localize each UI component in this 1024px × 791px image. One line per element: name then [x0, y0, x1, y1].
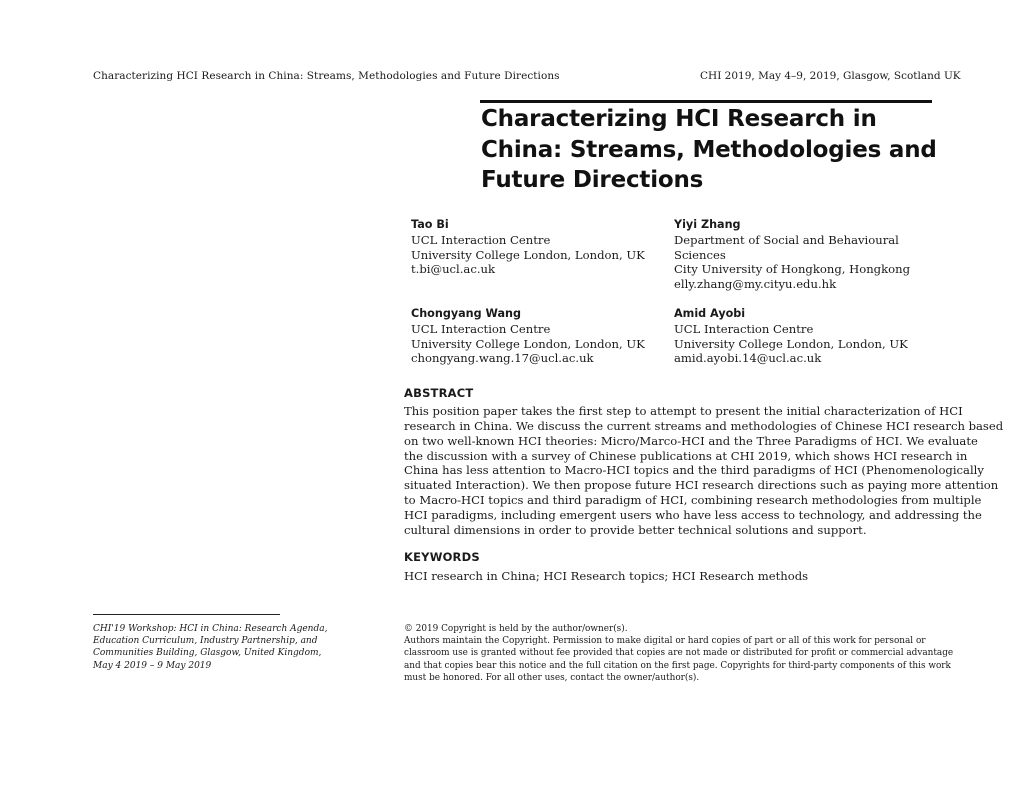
keywords-heading: KEYWORDS: [404, 550, 480, 564]
copyright-line: and that copies bear this notice and the full citation on the first page. Copyrights for third-party components of this work: [404, 660, 951, 671]
copyright-line: classroom use is granted without fee provided that copies are not made or distributed for profit or commercial advantage: [404, 648, 954, 659]
abstract-line: on two well-known HCI theories: Micro/Marco-HCI and the Three Paradigms of HCI. We evaluate: [404, 433, 978, 448]
author-name: Yiyi Zhang: [674, 218, 741, 231]
author-name: Tao Bi: [411, 218, 449, 231]
venue-note-line: Communities Building, Glasgow, United Kingdom,: [93, 648, 322, 659]
paper-title: [481, 104, 937, 196]
copyright-line: © 2019 Copyright is held by the author/owner(s).: [404, 624, 628, 634]
author-name: Chongyang Wang: [411, 307, 522, 320]
author-affiliation: Sciences: [674, 247, 726, 262]
paper-title-line: Characterizing HCI Research in: [481, 106, 877, 132]
author-affiliation: UCL Interaction Centre: [411, 321, 551, 336]
abstract-body: [404, 404, 1004, 538]
author-email: elly.zhang@my.cityu.edu.hk: [674, 277, 837, 292]
author-affiliation: University College London, London, UK: [411, 247, 645, 262]
abstract-line: to Macro-HCI topics and third paradigm of HCI, combining research methodologies from multiple: [404, 493, 982, 508]
paper-title-line: Future Directions: [481, 167, 704, 193]
author-block-tao-bi: [411, 218, 676, 277]
copyright-notice: [404, 623, 954, 684]
abstract-line: HCI paradigms, including emergent users who have less access to technology, and addressing the: [404, 507, 982, 522]
venue-note-line: CHI'19 Workshop: HCI in China: Research Agenda,: [93, 624, 328, 634]
abstract-line: research in China. We discuss the current streams and methodologies of Chinese HCI research based: [404, 418, 1004, 433]
author-block-chongyang-wang: [411, 307, 676, 366]
abstract-line: situated Interaction). We then propose future HCI research directions such as paying more attention: [404, 478, 999, 493]
author-affiliation: City University of Hongkong, Hongkong: [674, 262, 910, 277]
author-email: t.bi@ucl.ac.uk: [411, 262, 496, 277]
author-email: amid.ayobi.14@ucl.ac.uk: [674, 351, 822, 366]
running-header-title: Characterizing HCI Research in China: Streams, Methodologies and Future Directions: [93, 70, 560, 82]
paper-title-line: China: Streams, Methodologies and: [481, 136, 937, 163]
author-affiliation: University College London, London, UK: [411, 336, 645, 351]
author-affiliation: UCL Interaction Centre: [674, 321, 814, 336]
abstract-heading: ABSTRACT: [404, 386, 474, 400]
title-rule: [480, 100, 932, 103]
venue-note: [93, 623, 328, 672]
abstract-line: the discussion with a survey of Chinese publications at CHI 2019, which shows HCI research in: [404, 448, 968, 463]
abstract-line: China has less attention to Macro-HCI topics and the third paradigms of HCI (Phenomenologically: [404, 463, 984, 478]
author-name: Amid Ayobi: [674, 307, 746, 320]
running-header-venue: CHI 2019, May 4–9, 2019, Glasgow, Scotland UK: [700, 70, 961, 82]
copyright-line: Authors maintain the Copyright. Permission to make digital or hard copies of part or all of this work for personal or: [404, 636, 926, 647]
keywords-text: HCI research in China; HCI Research topics; HCI Research methods: [404, 569, 809, 583]
author-affiliation: UCL Interaction Centre: [411, 232, 551, 247]
copyright-line: must be honored. For all other uses, contact the owner/author(s).: [404, 672, 700, 683]
abstract-line: cultural dimensions in order to provide better technical solutions and support.: [404, 522, 867, 537]
venue-note-line: Education Curriculum, Industry Partnership, and: [93, 636, 318, 647]
author-affiliation: University College London, London, UK: [674, 336, 908, 351]
footnote-rule: [93, 614, 280, 615]
author-email: chongyang.wang.17@ucl.ac.uk: [411, 351, 594, 366]
author-block-yiyi-zhang: [674, 218, 939, 292]
author-block-amid-ayobi: [674, 307, 939, 366]
author-affiliation: Department of Social and Behavioural: [674, 232, 899, 247]
abstract-line: This position paper takes the first step to attempt to present the initial characterization of HCI: [404, 404, 963, 418]
venue-note-line: May 4 2019 – 9 May 2019: [93, 660, 212, 671]
